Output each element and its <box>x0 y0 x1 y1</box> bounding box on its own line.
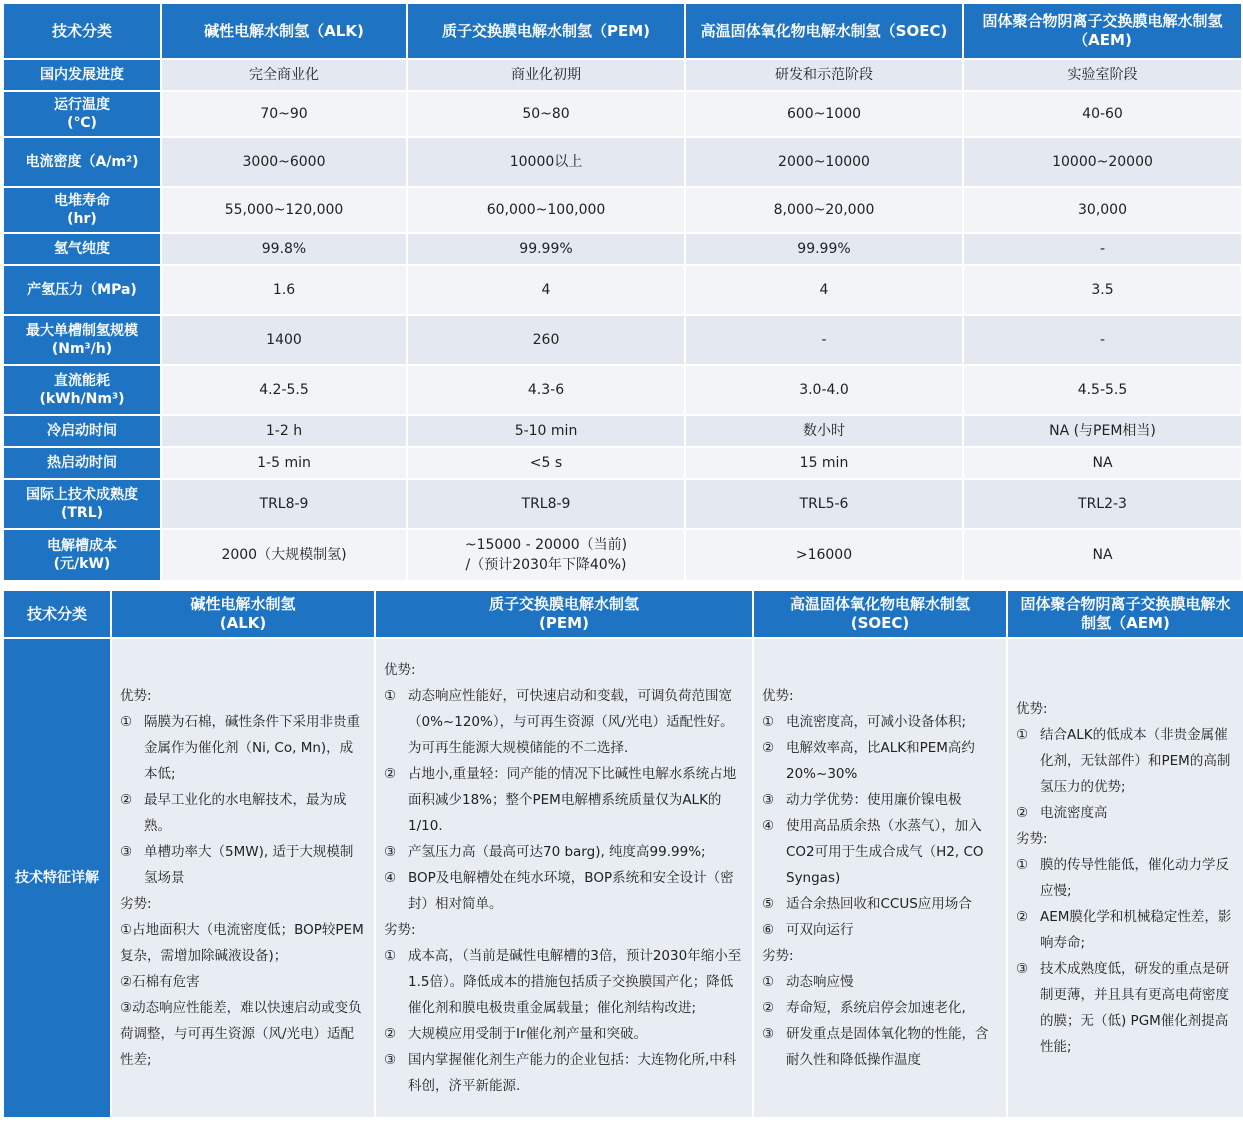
item-text: 动态响应慢 <box>786 974 854 990</box>
comparison-table <box>2 2 1243 582</box>
table-cell: 260 <box>408 316 684 364</box>
list-item <box>762 787 998 813</box>
row-label: 最大单槽制氢规模 (Nm³/h) <box>4 316 160 364</box>
table-cell: 55,000~120,000 <box>162 188 406 232</box>
table-row <box>4 480 1241 528</box>
table-cell: 3.0-4.0 <box>686 366 962 414</box>
table-cell: - <box>686 316 962 364</box>
table-cell: 5-10 min <box>408 416 684 446</box>
list-item: ②石棉有危害 <box>120 974 200 990</box>
row-label: 热启动时间 <box>4 448 160 478</box>
disadvantages-title: 劣势: <box>1016 831 1048 847</box>
table-cell: 4 <box>408 266 684 314</box>
detail-header-row <box>4 591 1243 637</box>
table-cell: 50~80 <box>408 92 684 136</box>
table-cell: 60,000~100,000 <box>408 188 684 232</box>
table-row <box>4 188 1241 232</box>
item-text: 国内掌握催化剂生产能力的企业包括：大连物化所,中科科创，济平新能源. <box>408 1052 737 1094</box>
table-cell: - <box>964 234 1241 264</box>
list-item <box>1016 956 1235 1060</box>
item-number: ③ <box>384 844 397 860</box>
list-item <box>1016 800 1235 826</box>
table-cell: 15 min <box>686 448 962 478</box>
item-number: ① <box>1016 857 1029 873</box>
row-label: 冷启动时间 <box>4 416 160 446</box>
item-text: 成本高，（当前是碱性电解槽的3倍，预计2030年缩小至1.5倍）。降低成本的措施包括质子交换膜国产化；降低催化剂和膜电极贵重金属载量；催化剂结构改进; <box>408 948 742 1016</box>
detail-header-category: 技术分类 <box>4 591 110 637</box>
table-cell: 4 <box>686 266 962 314</box>
table-cell: 实验室阶段 <box>964 60 1241 90</box>
list-item: ③动态响应性能差，难以快速启动或变负荷调整，与可再生资源（风/光电）适配性差; <box>120 1000 362 1068</box>
list-item <box>1016 904 1235 956</box>
item-number: ⑥ <box>762 922 775 938</box>
list-item <box>384 1047 744 1099</box>
list-item <box>384 865 744 917</box>
detail-table <box>2 589 1243 1119</box>
item-text: 占地小,重量轻：同产能的情况下比碱性电解水系统占地面积减少18%；整个PEM电解槽系统质量仅为ALK的1/10. <box>408 766 737 834</box>
table-cell: 10000以上 <box>408 138 684 186</box>
item-text: BOP及电解槽处在纯水环境，BOP系统和安全设计（密封）相对简单。 <box>408 870 734 912</box>
item-number: ② <box>762 1000 775 1016</box>
item-number: ② <box>384 766 397 782</box>
table-cell: 1.6 <box>162 266 406 314</box>
advantages-title: 优势: <box>1016 701 1048 717</box>
table-cell: 3000~6000 <box>162 138 406 186</box>
table-cell: 2000（大规模制氢) <box>162 530 406 580</box>
item-number: ① <box>120 714 133 730</box>
table-cell: 2000~10000 <box>686 138 962 186</box>
detail-alk <box>112 639 374 1117</box>
item-number: ① <box>762 714 775 730</box>
item-number: ③ <box>1016 961 1029 977</box>
row-label: 运行温度 (℃) <box>4 92 160 136</box>
row-label: 氢气纯度 <box>4 234 160 264</box>
item-text: 电流密度高，可减小设备体积; <box>786 714 967 730</box>
list-item <box>762 709 998 735</box>
table-cell: TRL2-3 <box>964 480 1241 528</box>
advantages-title: 优势: <box>762 688 794 704</box>
table-cell: 4.3-6 <box>408 366 684 414</box>
table-cell: 600~1000 <box>686 92 962 136</box>
row-label: 电堆寿命 (hr) <box>4 188 160 232</box>
list-item <box>1016 852 1235 904</box>
row-label: 国际上技术成熟度 (TRL) <box>4 480 160 528</box>
item-number: ③ <box>762 792 775 808</box>
item-number: ② <box>120 792 133 808</box>
list-item <box>762 735 998 787</box>
item-text: 研发重点是固体氧化物的性能，含耐久性和降低操作温度 <box>786 1026 989 1068</box>
list-item <box>120 709 366 787</box>
table-cell: 完全商业化 <box>162 60 406 90</box>
item-text: 产氢压力高（最高可达70 barg), 纯度高99.99%; <box>408 844 706 860</box>
header-pem: 质子交换膜电解水制氢（PEM) <box>408 4 684 58</box>
row-label: 电解槽成本 (元/kW) <box>4 530 160 580</box>
table-cell: <5 s <box>408 448 684 478</box>
list-item <box>762 813 998 891</box>
row-label: 直流能耗 (kWh/Nm³) <box>4 366 160 414</box>
disadvantages-title: 劣势: <box>120 896 152 912</box>
detail-row-label: 技术特征详解 <box>4 639 110 1117</box>
table-cell: 99.8% <box>162 234 406 264</box>
detail-aem <box>1008 639 1243 1117</box>
item-text: 最早工业化的水电解技术，最为成熟。 <box>144 792 347 834</box>
table-cell: ~15000 - 20000（当前) /（预计2030年下降40%) <box>408 530 684 580</box>
table-cell: 70~90 <box>162 92 406 136</box>
item-text: 结合ALK的低成本（非贵金属催化剂，无钛部件）和PEM的高制氢压力的优势; <box>1040 727 1231 795</box>
table-cell: TRL8-9 <box>162 480 406 528</box>
row-label: 电流密度（A/m²) <box>4 138 160 186</box>
comparison-header-row <box>4 4 1241 58</box>
item-number: ③ <box>120 844 133 860</box>
list-item <box>120 787 366 839</box>
list-item: ①占地面积大（电流密度低；BOP较PEM复杂，需增加除碱液设备)； <box>120 922 364 964</box>
table-cell: 99.99% <box>686 234 962 264</box>
table-cell: NA <box>964 448 1241 478</box>
table-cell: 4.5-5.5 <box>964 366 1241 414</box>
disadvantages-title: 劣势: <box>384 922 416 938</box>
row-label: 产氢压力（MPa) <box>4 266 160 314</box>
table-cell: 1-2 h <box>162 416 406 446</box>
table-row <box>4 60 1241 90</box>
table-row <box>4 316 1241 364</box>
table-cell: 3.5 <box>964 266 1241 314</box>
table-row <box>4 138 1241 186</box>
table-row <box>4 530 1241 580</box>
table-row <box>4 366 1241 414</box>
item-number: ① <box>384 688 397 704</box>
header-aem: 固体聚合物阴离子交换膜电解水制氢（AEM) <box>964 4 1241 58</box>
advantages-title: 优势: <box>384 662 416 678</box>
header-alk: 碱性电解水制氢（ALK) <box>162 4 406 58</box>
item-number: ② <box>384 1026 397 1042</box>
list-item <box>762 995 998 1021</box>
detail-pem <box>376 639 752 1117</box>
table-cell: 1-5 min <box>162 448 406 478</box>
header-category: 技术分类 <box>4 4 160 58</box>
item-number: ③ <box>384 1052 397 1068</box>
table-cell: 研发和示范阶段 <box>686 60 962 90</box>
table-row <box>4 92 1241 136</box>
item-text: AEM膜化学和机械稳定性差，影响寿命; <box>1040 909 1232 951</box>
item-number: ⑤ <box>762 896 775 912</box>
item-text: 电解效率高，比ALK和PEM高约20%~30% <box>786 740 975 782</box>
table-cell: NA (与PEM相当) <box>964 416 1241 446</box>
list-item <box>1016 722 1235 800</box>
item-number: ② <box>1016 805 1029 821</box>
item-text: 动力学优势：使用廉价镍电极 <box>786 792 962 808</box>
table-row <box>4 448 1241 478</box>
list-item <box>762 1021 998 1073</box>
item-number: ④ <box>762 818 775 834</box>
table-cell: 8,000~20,000 <box>686 188 962 232</box>
list-item <box>384 761 744 839</box>
table-cell: 4.2-5.5 <box>162 366 406 414</box>
table-row <box>4 266 1241 314</box>
table-cell: 99.99% <box>408 234 684 264</box>
detail-header-alk: 碱性电解水制氢 (ALK) <box>112 591 374 637</box>
item-text: 动态响应性能好，可快速启动和变载，可调负荷范围宽（0%~120%），与可再生资源（风/光电）适配性好。为可再生能源大规模储能的不二选择. <box>408 688 734 756</box>
list-item <box>384 943 744 1021</box>
list-item <box>120 839 366 891</box>
detail-row <box>4 639 1243 1117</box>
table-cell: TRL8-9 <box>408 480 684 528</box>
list-item <box>384 683 744 761</box>
item-text: 电流密度高 <box>1040 805 1108 821</box>
item-text: 可双向运行 <box>786 922 854 938</box>
row-label: 国内发展进度 <box>4 60 160 90</box>
item-text: 使用高品质余热（水蒸气），加入CO2可用于生成合成气（H2, CO Syngas) <box>786 818 984 886</box>
item-text: 单槽功率大（5MW), 适于大规模制氢场景 <box>144 844 354 886</box>
detail-header-aem: 固体聚合物阴离子交换膜电解水制氢（AEM) <box>1008 591 1243 637</box>
item-number: ③ <box>762 1026 775 1042</box>
item-text: 技术成熟度低，研发的重点是研制更薄，并且具有更高电荷密度的膜；无（低) PGM催化剂提高性能; <box>1040 961 1229 1055</box>
detail-header-soec: 高温固体氧化物电解水制氢 (SOEC) <box>754 591 1006 637</box>
item-text: 膜的传导性能低，催化动力学反应慢; <box>1040 857 1229 899</box>
list-item <box>762 891 998 917</box>
table-cell: 30,000 <box>964 188 1241 232</box>
table-row <box>4 416 1241 446</box>
table-row <box>4 234 1241 264</box>
list-item <box>384 1021 744 1047</box>
table-cell: 40-60 <box>964 92 1241 136</box>
detail-soec <box>754 639 1006 1117</box>
detail-header-pem: 质子交换膜电解水制氢 (PEM) <box>376 591 752 637</box>
item-number: ② <box>762 740 775 756</box>
table-cell: TRL5-6 <box>686 480 962 528</box>
item-number: ① <box>384 948 397 964</box>
item-text: 大规模应用受制于Ir催化剂产量和突破。 <box>408 1026 648 1042</box>
advantages-title: 优势: <box>120 688 152 704</box>
list-item <box>762 917 998 943</box>
item-number: ④ <box>384 870 397 886</box>
table-cell: 10000~20000 <box>964 138 1241 186</box>
item-text: 适合余热回收和CCUS应用场合 <box>786 896 972 912</box>
item-number: ② <box>1016 909 1029 925</box>
table-cell: 1400 <box>162 316 406 364</box>
disadvantages-title: 劣势: <box>762 948 794 964</box>
list-item <box>384 839 744 865</box>
header-soec: 高温固体氧化物电解水制氢（SOEC) <box>686 4 962 58</box>
table-cell: >16000 <box>686 530 962 580</box>
table-cell: 商业化初期 <box>408 60 684 90</box>
table-cell: 数小时 <box>686 416 962 446</box>
item-number: ① <box>1016 727 1029 743</box>
table-cell: NA <box>964 530 1241 580</box>
item-number: ① <box>762 974 775 990</box>
list-item <box>762 969 998 995</box>
item-text: 寿命短，系统启停会加速老化, <box>786 1000 966 1016</box>
table-cell: - <box>964 316 1241 364</box>
item-text: 隔膜为石棉，碱性条件下采用非贵重金属作为催化剂（Ni, Co, Mn)，成本低; <box>144 714 360 782</box>
